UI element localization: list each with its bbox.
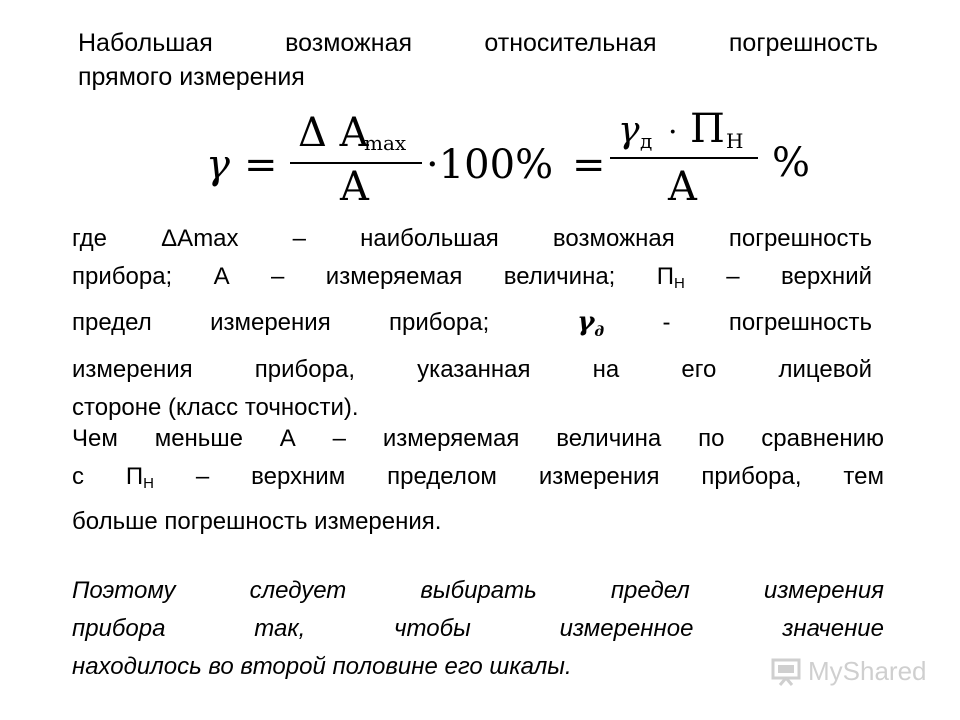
numerator-d-subscript: д xyxy=(640,129,653,153)
where-line-3-text-end: - погрешность xyxy=(662,309,873,336)
smaller-value-paragraph xyxy=(72,420,884,541)
smaller-line-3: больше погрешность измерения. xyxy=(72,508,442,535)
denominator-a-2: A xyxy=(668,164,697,210)
numerator-pi: Π xyxy=(690,108,725,152)
heading-line-2: прямого измерения xyxy=(78,63,305,91)
numerator-gamma-d: γ xyxy=(618,110,640,151)
numerator-max-subscript: max xyxy=(364,131,407,155)
smaller-line-2-text: с П xyxy=(72,463,144,490)
numerator-dot: · xyxy=(668,115,678,150)
conclusion-line-2: прибора так, чтобы измеренное значение xyxy=(72,615,884,642)
conclusion-line-1: Поэтому следует выбирать предел измерения xyxy=(72,577,884,604)
numerator-h-subscript: Н xyxy=(726,129,744,153)
numerator-delta-a: Δ A xyxy=(298,110,369,156)
relative-error-formula xyxy=(200,108,820,218)
where-line-2 xyxy=(72,258,872,303)
gamma-d-symbol xyxy=(577,307,605,341)
equals-sign-2: = xyxy=(572,142,606,188)
smaller-line-2 xyxy=(72,458,884,503)
watermark-text: MyShared xyxy=(808,656,927,686)
smaller-line-1: Чем меньше А – измеряемая величина по сравнению xyxy=(72,425,884,452)
equals-sign-1: = xyxy=(244,142,278,188)
upper-limit-subscript: Н xyxy=(674,275,685,292)
heading xyxy=(78,26,878,94)
where-line-3 xyxy=(72,303,872,351)
watermark xyxy=(770,654,940,694)
where-line-2-text: прибора; А – измеряемая величина; П xyxy=(72,263,675,290)
where-line-5: стороне (класс точности). xyxy=(72,394,359,422)
conclusion-paragraph xyxy=(72,572,884,686)
times-hundred-percent: ·100% xyxy=(426,142,554,188)
where-line-1: где ΔAmax – наибольшая возможная погрешность xyxy=(72,225,872,252)
percent-sign: % xyxy=(772,140,811,186)
gamma-letter: γ xyxy=(577,307,595,337)
heading-line-1: Набольшая возможная относительная погрешность xyxy=(78,29,878,57)
where-line-4: измерения прибора, указанная на его лицевой xyxy=(72,356,872,384)
upper-limit-subscript-2: Н xyxy=(143,475,154,492)
presentation-board-icon xyxy=(770,658,802,686)
where-line-2-text-end: – верхний xyxy=(684,263,873,290)
where-line-3-text: предел измерения прибора; xyxy=(72,309,490,336)
gamma-symbol: γ xyxy=(206,142,230,188)
where-paragraph xyxy=(72,220,872,427)
smaller-line-2-text-end: – верхним пределом измерения прибора, тем xyxy=(154,463,885,490)
conclusion-line-3: находилось во второй половине его шкалы. xyxy=(72,653,572,680)
gamma-d-subscript: д xyxy=(594,324,605,341)
denominator-a-1: A xyxy=(340,164,369,210)
